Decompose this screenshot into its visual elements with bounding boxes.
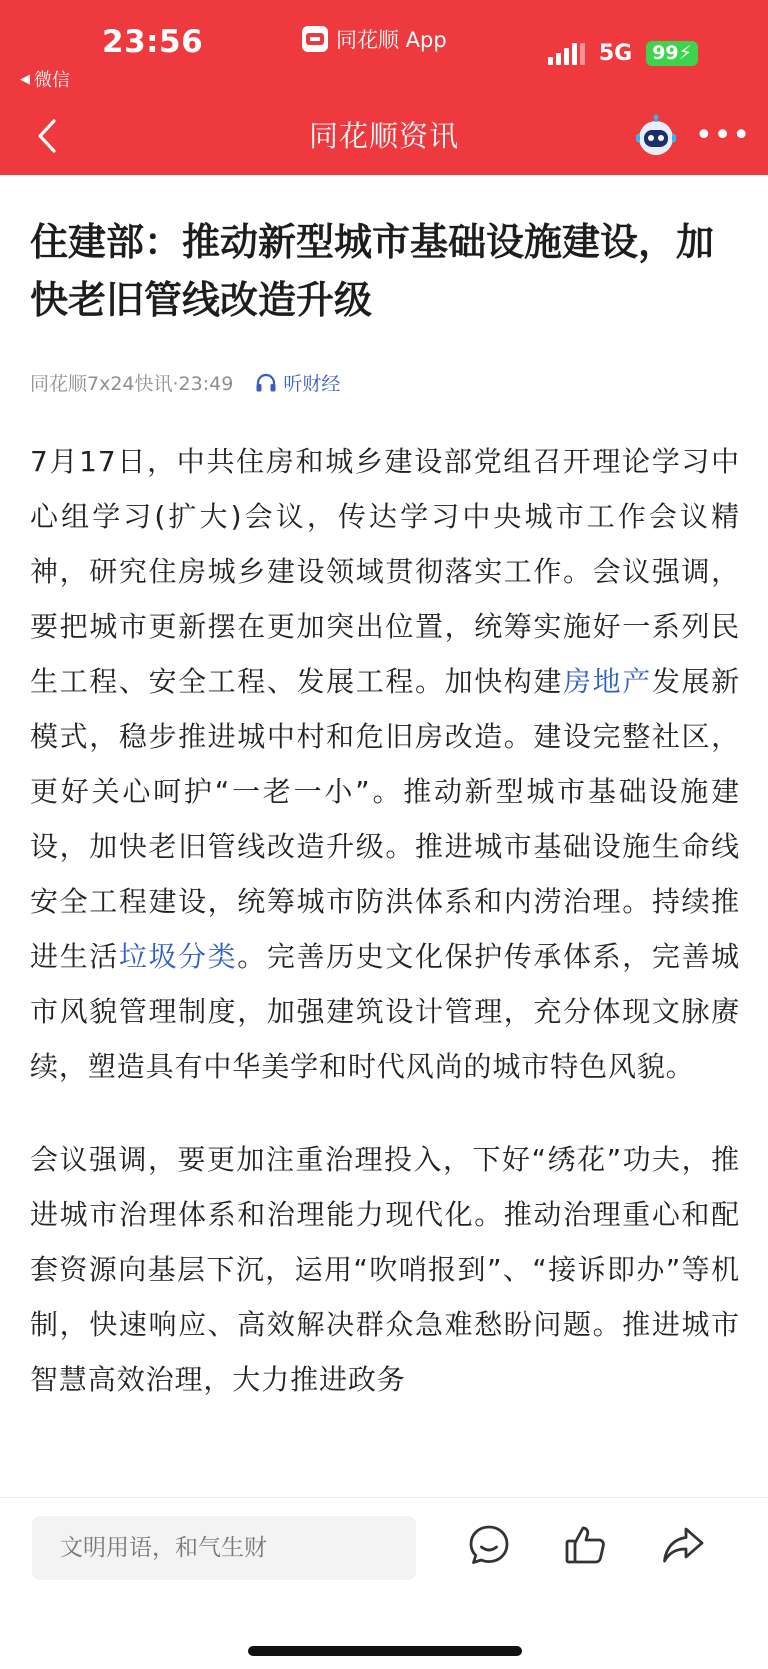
app-indicator (302, 24, 447, 54)
article-meta (30, 369, 740, 396)
signal-icon (548, 43, 585, 65)
link-real-estate[interactable]: 房地产 (563, 665, 652, 698)
comment-icon[interactable] (466, 1522, 512, 1568)
more-menu-button[interactable]: ••• (695, 118, 752, 153)
paragraph-text: 发展新模式，稳步推进城中村和危旧房改造。建设完整社区，更好关心呵护“一老一小”。推动新型城市基础设施建设，加快老旧管线改造升级。推进城市基础设施生命线安全工程建设，统筹城市防洪体系和内涝治理。持续推进生活 (30, 665, 741, 973)
battery-level: 99 (652, 42, 679, 64)
thumbs-up-icon[interactable] (563, 1522, 609, 1568)
battery-indicator (646, 41, 698, 66)
network-type: 5G (598, 41, 633, 66)
share-icon[interactable] (660, 1522, 706, 1568)
article (30, 175, 740, 1407)
article-source: 同花顺7x24快讯·23:49 (30, 373, 234, 395)
listen-label: 听财经 (283, 373, 341, 395)
app-name: 同花顺 App (336, 28, 447, 52)
status-right (548, 41, 698, 66)
link-garbage-sorting[interactable]: 垃圾分类 (118, 940, 238, 973)
article-paragraph-1 (30, 434, 740, 1094)
headphones-icon (255, 373, 277, 393)
bottom-action-bar (0, 1497, 768, 1669)
back-app-label: 微信 (34, 70, 70, 91)
page-title: 同花顺资讯 (308, 119, 459, 153)
comment-input[interactable]: 文明用语，和气生财 (32, 1516, 416, 1580)
paragraph-text: 。完善历史文化保护传承体系，完善城市风貌管理制度，加强建筑设计管理，充分体现文脉赓续，塑造具有中华美学和时代风尚的城市特色风貌。 (30, 940, 740, 1083)
listen-button[interactable] (255, 369, 340, 396)
back-to-wechat[interactable] (20, 66, 70, 92)
robot-assistant-icon[interactable] (634, 114, 678, 158)
article-paragraph-2: 会议强调，要更加注重治理投入，下好“绣花”功夫，推进城市治理体系和治理能力现代化。推动治理重心和配套资源向基层下沉，运用“吹哨报到”、“接诉即办”等机制，快速响应、高效解决群众急难愁盼问题。推进城市智慧高效治理，大力推进政务 (30, 1143, 740, 1396)
top-header (0, 0, 768, 175)
status-time: 23:56 (102, 24, 204, 60)
article-headline: 住建部：推动新型城市基础设施建设，加快老旧管线改造升级 (30, 220, 715, 322)
back-triangle-icon: ◀ (20, 71, 30, 87)
charging-bolt-icon: ⚡ (678, 42, 692, 64)
paragraph-text: 7月17日，中共住房和城乡建设部党组召开理论学习中心组学习(扩大)会议，传达学习中央城市工作会议精神，研究住房城乡建设领域贯彻落实工作。会议强调，要把城市更新摆在更加突出位置，统筹实施好一系列民生工程、安全工程、发展工程。加快构建 (30, 445, 740, 698)
app-logo-icon (302, 26, 328, 52)
home-indicator[interactable] (248, 1646, 522, 1656)
